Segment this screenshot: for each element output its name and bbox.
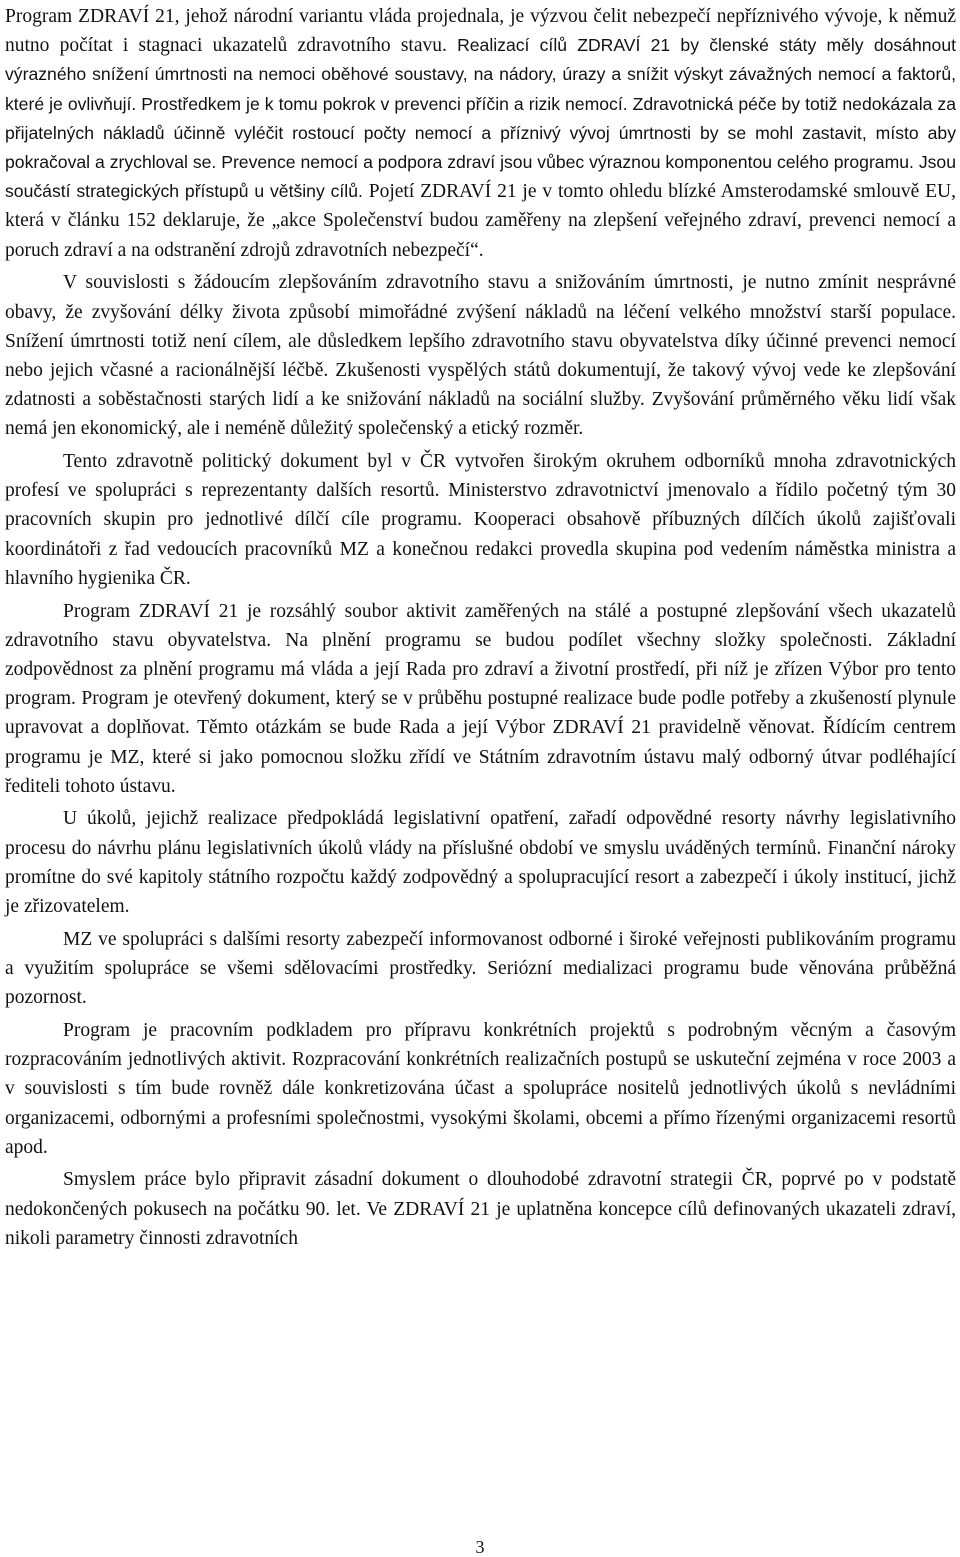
text-run: Program ZDRAVÍ 21, jehož národní variantu vláda projednala, je výzvou čelit nebezpečí nepříznivého vývoje, k němuž nutno počítat i stagnaci ukazatelů zdravotního stavu. — [5, 6, 956, 57]
text-run: Program je pracovním podkladem pro přípravu konkrétních projektů s podrobným věcným a časovým rozpracováním jednotlivých aktivit. Rozpracování konkrétních realizačních postupů se uskuteční zejména v roce 2003 a v souvislosti s tím bude rovněž dále konkretizována účast a spolupráce nositelů jednotlivých úkolů s nevládními organizacemi, odbornými a profesními společnostmi, vysokými školami, obcemi a přímo řízenými organizacemi resortů apod. — [5, 1019, 956, 1158]
text-run: Realizací cílů ZDRAVÍ 21 by členské státy měly dosáhnout výrazného snížení úmrtnosti na nemoci oběhové soustavy, na nádory, úrazy a snížit výskyt závažných nemocí a faktorů, které je ovlivňují. Prostředkem je k tomu pokrok v prevenci příčin a rizik nemocí. Zdravotnická péče by totiž nedokázala za přijatelných nákladů účinně vyléčit rostoucí počty nemocí a příznivý vývoj úmrtnosti by se mohl zastavit, místo aby pokračoval a zrychloval se. Prevence nemocí a podpora zdraví jsou vůbec výraznou komponentou celého programu. Jsou součástí strategických přístupů u většiny cílů. — [5, 35, 956, 202]
text-run: Pojetí ZDRAVÍ 21 je v tomto ohledu blízké Amsterodamské smlouvě EU, která v článku 152 deklaruje, že „akce Společenství budou zaměřeny na zlepšení veřejného zdraví, prevenci nemocí a poruch zdraví a na odstranění zdrojů zdravotních nebezpečí“. — [5, 181, 956, 261]
text-run: V souvislosti s žádoucím zlepšováním zdravotního stavu a snižováním úmrtnosti, je nutno zmínit nesprávné obavy, že zvyšování délky života způsobí mimořádné zvýšení nákladů na léčení velkého množství starší populace. Snížení úmrtnosti totiž není cílem, ale důsledkem lepšího zdravotního stavu obyvatelstva díky účinné prevenci nemocí nebo jejich včasné a racionálnější léčbě. Zkušenosti vyspělých států dokumentují, že takový vývoj vede ke zlepšování zdatnosti a soběstačnosti starých lidí a ke snižování nákladů na sociální služby. Zvyšování průměrného věku lidí však nemá jen ekonomický, ale i neméně důležitý společenský a etický rozměr. — [5, 272, 956, 440]
page-number: 3 — [475, 1537, 485, 1557]
text-run: MZ ve spolupráci s dalšími resorty zabezpečí informovanost odborné i široké veřejnosti publikováním programu a využitím spolupráce se všemi sdělovacími prostředky. Seriózní medializaci programu bude věnována průběžná pozornost. — [5, 928, 956, 1009]
document-body — [5, 2, 956, 1257]
text-run: Program ZDRAVÍ 21 je rozsáhlý soubor aktivit zaměřených na stálé a postupné zlepšování všech ukazatelů zdravotního stavu obyvatelstva. Na plnění programu se budou podílet všechny složky společnosti. Základní zodpovědnost za plnění programu má vláda a její Rada pro zdraví a životní prostředí, při níž je zřízen Výbor pro tento program. Program je otevřený dokument, který se v průběhu postupné realizace bude podle potřeby a zkušeností plynule upravovat a doplňovat. Těmto otázkám se bude Rada a její Výbor ZDRAVÍ 21 pravidelně věnovat. Řídícím centrem programu je MZ, které si jako pomocnou složku zřídí ve Státním zdravotním ústavu malý odborný útvar podléhající řediteli tohoto ústavu. — [5, 600, 956, 797]
paragraph — [5, 804, 956, 921]
paragraph — [5, 1165, 956, 1253]
paragraph — [5, 268, 956, 443]
paragraph — [5, 1016, 956, 1162]
paragraph — [5, 597, 956, 801]
text-run: U úkolů, jejichž realizace předpokládá legislativní opatření, zařadí odpovědné resorty návrhy legislativního procesu do návrhu plánu legislativních úkolů vlády na příslušné období ve smyslu uváděných termínů. Finanční nároky promítne do své kapitoly státního rozpočtu každý zodpovědný a spolupracující resort a zabezpečí i úkoly institucí, jichž je zřizovatelem. — [5, 808, 956, 918]
paragraph — [5, 2, 956, 265]
paragraph — [5, 925, 956, 1013]
text-run: Tento zdravotně politický dokument byl v ČR vytvořen širokým okruhem odborníků mnoha zdravotnických profesí ve spolupráci s reprezentanty dalších resortů. Ministerstvo zdravotnictví jmenovalo a řídilo početný tým 30 pracovních skupin pro jednotlivé dílčí cíle programu. Kooperaci obsahově příbuzných dílčích úkolů zajišťovali koordinátoři z řad vedoucích pracovníků MZ a konečnou redakci provedla skupina pod vedením náměstka ministra a hlavního hygienika ČR. — [5, 451, 956, 589]
paragraph — [5, 447, 956, 593]
text-run: Smyslem práce bylo připravit zásadní dokument o dlouhodobé zdravotní strategii ČR, poprvé po v podstatě nedokončených pokusech na počátku 90. let. Ve ZDRAVÍ 21 je uplatněna koncepce cílů definovaných ukazateli zdraví, nikoli parametry činnosti zdravotních — [5, 1169, 956, 1249]
